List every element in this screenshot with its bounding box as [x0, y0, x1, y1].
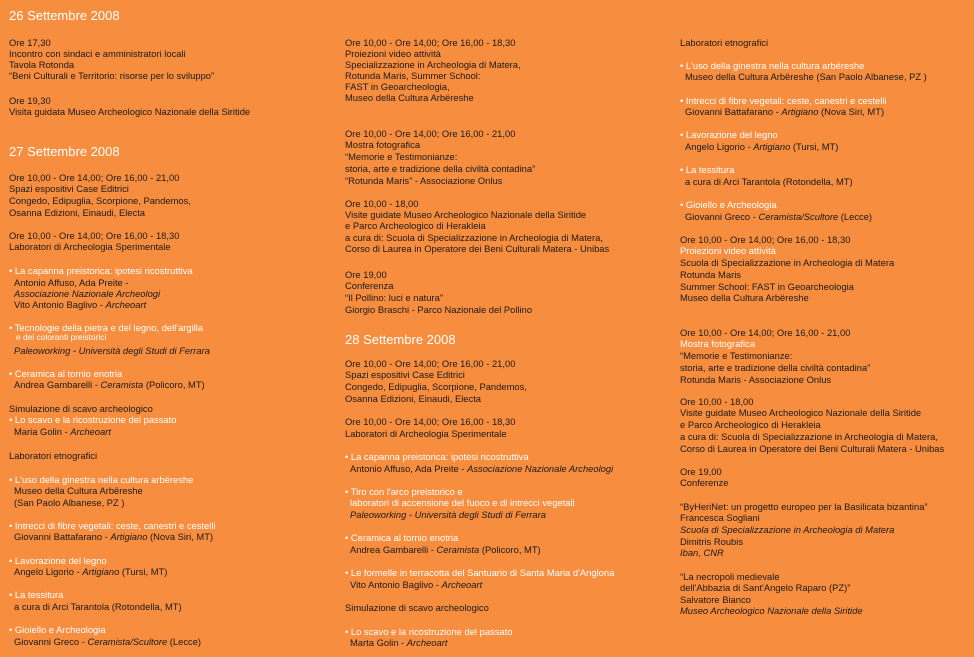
- workshop-line: [680, 141, 838, 152]
- event-line: Congedo, Edipuglia, Scorpione, Pandemos,: [9, 195, 191, 206]
- workshop-person: Maria Golin -: [14, 426, 71, 437]
- workshop-title: • Intrecci di fibre vegetali: ceste, canestri e cestelli: [9, 520, 216, 531]
- workshop-person: Andrea Gambarelli -: [14, 379, 101, 390]
- event-time: Ore 10,00 - Ore 14,00; Ore 16,00 - 18,30: [345, 37, 516, 48]
- event-line: “ByHeriNet: un progetto europeo per la Basilicata bizantina”: [680, 501, 928, 512]
- event-line: Iban, CNR: [680, 547, 724, 558]
- workshop-title: • Lavorazione del legno: [680, 129, 778, 140]
- event-time: Ore 17,30: [9, 37, 51, 48]
- workshop-line: Museo della Cultura Arbëreshe (San Paolo Albanese, PZ ): [685, 71, 927, 82]
- workshop-title: • Lo scavo e la ricostruzione del passato: [9, 414, 177, 425]
- workshop-title: • Ceramica al tornio enotria: [9, 368, 123, 379]
- event-line: Congedo, Edipuglia, Scorpione, Pandemos,: [345, 381, 527, 392]
- event-line: dell'Abbazia di Sant'Angelo Raparo (PZ)”: [680, 582, 851, 593]
- event-line: “Il Pollino: luci e natura”: [345, 292, 443, 303]
- workshop-line: [9, 299, 146, 310]
- section-title: Simulazione di scavo archeologico: [9, 403, 153, 414]
- workshop-title: • Tiro con l'arco preistorico e: [345, 486, 463, 497]
- workshop-line: [680, 106, 884, 117]
- workshop-person: Angelo Ligorio -: [685, 141, 754, 152]
- workshop-person: Vito Antonio Baglivo -: [350, 579, 442, 590]
- workshop-line: [9, 379, 205, 390]
- workshop-title: • La capanna preistorica: ipotesi ricostruttiva: [9, 265, 193, 276]
- event-line: Rotunda Maris - Associazione Onlus: [680, 374, 832, 385]
- workshop-title: • L'uso della ginestra nella cultura arbëreshe: [680, 60, 865, 71]
- event-line: “La necropoli medievale: [680, 571, 780, 582]
- event-line: Tavola Rotonda: [9, 59, 75, 70]
- event-line: a cura di: Scuola di Specializzazione in Archeologia di Matera,: [680, 431, 938, 442]
- workshop-line: Antonio Affuso, Ada Preite -: [14, 277, 129, 288]
- workshop-title: • Intrecci di fibre vegetali: ceste, canestri e cestelli: [680, 95, 887, 106]
- workshop-title: • Le formelle in terracotta del Santuario di Santa Maria d'Anglona: [345, 567, 615, 578]
- workshop-role: Ceramista/Scultore: [87, 636, 168, 647]
- workshop-role: Ceramista: [436, 544, 480, 555]
- date-heading-27: 27 Settembre 2008: [9, 144, 120, 159]
- event-line: Conferenza: [345, 280, 394, 291]
- event-line: Mostra fotografica: [680, 338, 756, 349]
- workshop-line: a cura di Arci Tarantola (Rotondella, MT): [14, 601, 182, 612]
- section-title: Laboratori etnografici: [680, 37, 769, 48]
- event-line: Visite guidate Museo Archeologico Nazionale della Siritide: [345, 209, 587, 220]
- workshop-place: (Tursi, MT): [790, 141, 839, 152]
- workshop-title: • Ceramica al tornio enotria: [345, 532, 459, 543]
- event-time: Ore 19,00: [345, 269, 387, 280]
- workshop-title: • Lavorazione del legno: [9, 555, 107, 566]
- event-line: Rotunda Maris: [680, 269, 741, 280]
- event-line: Osanna Edizioni, Einaudi, Electa: [9, 207, 146, 218]
- event-line: Scuola di Specializzazione in Archeologia di Matera: [680, 257, 895, 268]
- workshop-person: Giovanni Battafarano -: [685, 106, 782, 117]
- section-title: Simulazione di scavo archeologico: [345, 602, 489, 613]
- workshop-role: Ceramista: [100, 379, 144, 390]
- workshop-person: Vito Antonio Baglivo -: [14, 299, 106, 310]
- event-line: Visite guidate Museo Archeologico Nazionale della Siritide: [680, 407, 922, 418]
- event-line: Salvatore Bianco: [680, 594, 751, 605]
- workshop-title: • Gioiello e Archeologia: [9, 624, 106, 635]
- workshop-person: Giovanni Greco -: [14, 636, 88, 647]
- workshop-role: Archeoart: [70, 426, 111, 437]
- event-line: Dimitris Roubis: [680, 536, 744, 547]
- event-time: Ore 10,00 - 18,00: [345, 198, 419, 209]
- event-line: Laboratori di Archeologia Sperimentale: [345, 428, 507, 439]
- event-line: “Rotunda Maris” - Associazione Onlus: [345, 175, 503, 186]
- event-line: “Beni Culturali e Territorio: risorse per lo sviluppo”: [9, 70, 215, 81]
- workshop-line: [345, 544, 541, 555]
- event-line: a cura di: Scuola di Specializzazione in Archeologia di Matera,: [345, 232, 603, 243]
- workshop-line: Museo della Cultura Arbëreshe: [14, 485, 143, 496]
- workshop-line: [345, 637, 447, 648]
- workshop-title: • Tecnologie della pietra e del legno, dell'argilla: [9, 322, 204, 333]
- event-line: Conferenze: [680, 477, 729, 488]
- workshop-role: Artigiano: [110, 531, 148, 542]
- event-line: “Memorie e Testimonianze:: [345, 151, 458, 162]
- workshop-line: (San Paolo Albanese, PZ ): [14, 497, 125, 508]
- workshop-line: [345, 579, 482, 590]
- workshop-role: Archeoart: [105, 299, 147, 310]
- workshop-role: Artigiano: [753, 141, 791, 152]
- workshop-title: • La capanna preistorica: ipotesi ricostruttiva: [345, 451, 529, 462]
- event-line: Giorgio Braschi - Parco Nazionale del Pollino: [345, 304, 533, 315]
- event-line: Proiezioni video attività: [345, 48, 441, 59]
- workshop-title: laboratori di accensione del fuoco e di intrecci vegetali: [350, 497, 575, 508]
- event-line: Spazi espositivi Case Editrici: [9, 183, 129, 194]
- workshop-line: [680, 211, 872, 222]
- event-line: e Parco Archeologico di Herakleia: [680, 419, 821, 430]
- event-time: Ore 10,00 - Ore 14,00; Ore 16,00 - 18,30: [9, 230, 180, 241]
- workshop-place: (Nova Siri, MT): [818, 106, 885, 117]
- workshop-title: • Gioiello e Archeologia: [680, 199, 777, 210]
- event-line: Museo della Cultura Arbëreshe: [345, 92, 474, 103]
- workshop-line: Paleoworking - Università degli Studi di Ferrara: [14, 345, 210, 356]
- workshop-line: Paleoworking - Università degli Studi di Ferrara: [350, 509, 546, 520]
- workshop-person: Giovanni Battafarano -: [14, 531, 111, 542]
- workshop-place: (Policoro, MT): [479, 544, 541, 555]
- workshop-place: (Policoro, MT): [143, 379, 205, 390]
- event-line: storia, arte e tradizione della civiltà contadina”: [680, 362, 871, 373]
- workshop-person: Angelo Ligorio -: [14, 566, 83, 577]
- workshop-role: Archeoart: [406, 637, 448, 648]
- event-time: Ore 10,00 - Ore 14,00; Ore 16,00 - 21,00: [345, 358, 516, 369]
- event-line: Proiezioni video attività: [680, 245, 776, 256]
- workshop-place: (Lecce): [838, 211, 873, 222]
- event-line: Spazi espositivi Case Editrici: [345, 369, 465, 380]
- workshop-person: Giovanni Greco -: [685, 211, 759, 222]
- event-time: Ore 10,00 - Ore 14,00; Ore 16,00 - 21,00: [345, 128, 516, 139]
- event-time: Ore 10,00 - Ore 14,00; Ore 16,00 - 21,00: [680, 327, 851, 338]
- event-line: “Memorie e Testimonianze:: [680, 350, 793, 361]
- event-line: Osanna Edizioni, Einaudi, Electa: [345, 393, 482, 404]
- workshop-title: e dei coloranti preistorici: [16, 332, 107, 342]
- event-line: Corso di Laurea in Operatore dei Beni Culturali Matera - Unibas: [680, 443, 945, 454]
- event-line: Laboratori di Archeologia Sperimentale: [9, 241, 171, 252]
- event-line: Summer School: FAST in Geoarcheologia: [680, 281, 854, 292]
- workshop-role: Associazione Nazionale Archeologi: [467, 463, 614, 474]
- workshop-line: Associazione Nazionale Archeologi: [14, 288, 161, 299]
- event-line: storia, arte e tradizione della civiltà contadina”: [345, 163, 536, 174]
- workshop-title: • Lo scavo e la ricostruzione del passato: [345, 626, 513, 637]
- workshop-title: • La tessitura: [9, 589, 64, 600]
- workshop-line: a cura di Arci Tarantola (Rotondella, MT): [685, 176, 853, 187]
- workshop-line: [9, 426, 111, 437]
- event-line: Museo Archeologico Nazionale della Siritide: [680, 605, 863, 616]
- date-heading-28: 28 Settembre 2008: [345, 332, 456, 347]
- event-time: Ore 19,30: [9, 95, 51, 106]
- workshop-person: Marta Golin -: [350, 637, 407, 648]
- event-line: Francesca Sogliani: [680, 512, 760, 523]
- workshop-role: Ceramista/Scultore: [758, 211, 839, 222]
- date-heading-26: 26 Settembre 2008: [9, 8, 120, 23]
- event-line: Visita guidata Museo Archeologico Nazionale della Siritide: [9, 106, 251, 117]
- workshop-person: Andrea Gambarelli -: [350, 544, 437, 555]
- event-time: Ore 10,00 - Ore 14,00; Ore 16,00 - 21,00: [9, 172, 180, 183]
- workshop-place: (Nova Siri, MT): [147, 531, 214, 542]
- workshop-line: [9, 531, 213, 542]
- workshop-title: • La tessitura: [680, 164, 735, 175]
- workshop-line: [345, 463, 613, 474]
- workshop-line: [9, 566, 167, 577]
- event-line: Corso di Laurea in Operatore dei Beni Culturali Matera - Unibas: [345, 243, 610, 254]
- event-time: Ore 10,00 - Ore 14,00; Ore 16,00 - 18,30: [680, 234, 851, 245]
- event-time: Ore 19,00: [680, 466, 722, 477]
- workshop-role: Artigiano: [781, 106, 819, 117]
- workshop-place: (Tursi, MT): [119, 566, 168, 577]
- workshop-person: Antonio Affuso, Ada Preite -: [350, 463, 468, 474]
- event-line: Rotunda Maris, Summer School:: [345, 70, 481, 81]
- event-line: Mostra fotografica: [345, 139, 421, 150]
- workshop-line: [9, 636, 201, 647]
- workshop-role: Archeoart: [441, 579, 483, 590]
- event-time: Ore 10,00 - Ore 14,00; Ore 16,00 - 18,30: [345, 416, 516, 427]
- workshop-place: (Lecce): [167, 636, 202, 647]
- workshop-title: • L'uso della ginestra nella cultura arbëreshe: [9, 474, 194, 485]
- event-line: Specializzazione in Archeologia di Matera,: [345, 59, 521, 70]
- section-title: Laboratori etnografici: [9, 450, 98, 461]
- event-line: Scuola di Specializzazione in Archeologia di Matera: [680, 524, 895, 535]
- event-time: Ore 10,00 - 18,00: [680, 396, 754, 407]
- workshop-role: Artigiano: [82, 566, 120, 577]
- event-line: Incontro con sindaci e amministratori locali: [9, 48, 186, 59]
- event-line: e Parco Archeologico di Herakleia: [345, 220, 486, 231]
- event-line: Museo della Cultura Arbëreshe: [680, 292, 809, 303]
- event-line: FAST in Geoarcheologia,: [345, 81, 450, 92]
